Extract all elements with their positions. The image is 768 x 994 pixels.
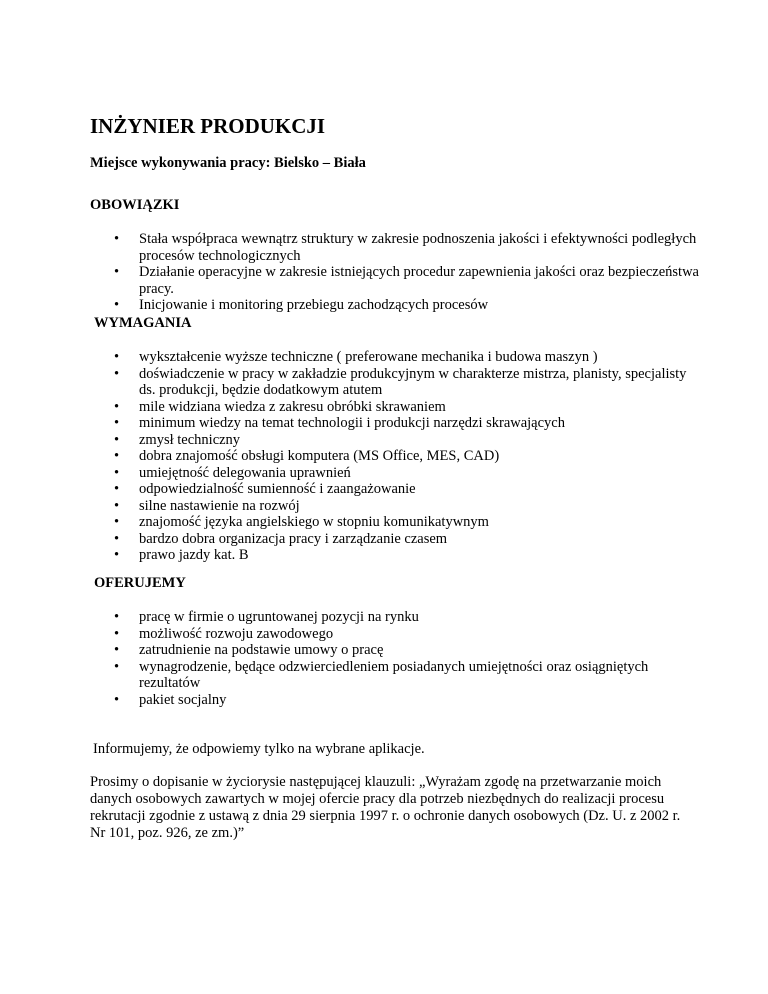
list-item: • możliwość rozwoju zawodowego xyxy=(114,625,334,642)
bullet-icon: • xyxy=(114,231,120,247)
list-item: • wykształcenie wyższe techniczne ( preferowane mechanika i budowa maszyn ) xyxy=(114,349,598,365)
bullet-icon: • xyxy=(114,398,120,415)
duties-list xyxy=(0,231,768,314)
notice-text: Informujemy, że odpowiemy tylko na wybrane aplikacje. xyxy=(93,741,425,757)
list-item: • zmysł techniczny xyxy=(114,431,241,448)
bullet-icon: • xyxy=(114,431,120,448)
bullet-icon: • xyxy=(114,264,120,280)
requirements-list xyxy=(0,349,768,564)
list-item: • pakiet socjalny xyxy=(114,691,227,708)
bullet-icon: • xyxy=(114,658,120,675)
bullet-icon: • xyxy=(114,297,120,313)
list-item: • znajomość języka angielskiego w stopniu komunikatywnym xyxy=(114,514,489,530)
bullet-icon: • xyxy=(114,481,120,497)
list-item: • Działanie operacyjne w zakresie istniejących procedur zapewnienia jakości oraz bezpieczeństwa pracy. xyxy=(114,264,699,297)
bullet-icon: • xyxy=(114,609,120,625)
bullet-icon: • xyxy=(114,365,120,382)
list-item: • pracę w firmie o ugruntowanej pozycji na rynku xyxy=(114,609,419,625)
list-item: • bardzo dobra organizacja pracy i zarządzanie czasem xyxy=(114,530,448,547)
bullet-icon: • xyxy=(114,497,120,514)
bullet-icon: • xyxy=(114,625,120,642)
page-title: INŻYNIER PRODUKCJI xyxy=(90,114,326,138)
requirements-heading: WYMAGANIA xyxy=(94,315,192,331)
list-item: • silne nastawienie na rozwój xyxy=(114,497,300,514)
bullet-icon: • xyxy=(114,691,120,708)
consent-clause: Prosimy o dopisanie w życiorysie następującej klauzuli: „Wyrażam zgodę na przetwarzanie moich danych osobowych zawartych w mojej ofercie pracy dla potrzeb niezbędnych do realizacji procesu rekrutacji zgodnie z ustawą z dnia 29 sierpnia 1997 r. o ochronie danych osobowych (Dz. U. z 2002 r. Nr 101, poz. 926, ze zm.)” xyxy=(90,774,681,841)
bullet-icon: • xyxy=(114,514,120,530)
work-location: Miejsce wykonywania pracy: Bielsko – Biała xyxy=(90,155,366,171)
list-item: • wynagrodzenie, będące odzwierciedleniem posiadanych umiejętności oraz osiągniętych rezultatów xyxy=(114,658,649,691)
bullet-icon: • xyxy=(114,547,120,563)
list-item: • doświadczenie w pracy w zakładzie produkcyjnym w charakterze mistrza, planisty, specjalisty ds. produkcji, będzie dodatkowym atutem xyxy=(114,365,687,398)
offer-heading: OFERUJEMY xyxy=(94,575,186,591)
list-item: • dobra znajomość obsługi komputera (MS Office, MES, CAD) xyxy=(114,448,500,464)
bullet-icon: • xyxy=(114,642,120,658)
duties-heading: OBOWIĄZKI xyxy=(90,197,180,213)
list-item: • zatrudnienie na podstawie umowy o pracę xyxy=(114,642,384,658)
list-item: • Stała współpraca wewnątrz struktury w zakresie podnoszenia jakości i efektywności podległych procesów technologicznych xyxy=(114,231,697,264)
bullet-icon: • xyxy=(114,448,120,464)
bullet-icon: • xyxy=(114,464,120,481)
list-item: • odpowiedzialność sumienność i zaangażowanie xyxy=(114,481,416,497)
list-item: • prawo jazdy kat. B xyxy=(114,547,249,563)
list-item: • umiejętność delegowania uprawnień xyxy=(114,464,351,481)
list-item: • Inicjowanie i monitoring przebiegu zachodzących procesów xyxy=(114,297,489,313)
offer-list xyxy=(0,609,768,708)
bullet-icon: • xyxy=(114,415,120,431)
bullet-icon: • xyxy=(114,530,120,547)
list-item: • mile widziana wiedza z zakresu obróbki skrawaniem xyxy=(114,398,446,415)
list-item: • minimum wiedzy na temat technologii i produkcji narzędzi skrawających xyxy=(114,415,565,431)
bullet-icon: • xyxy=(114,349,120,365)
